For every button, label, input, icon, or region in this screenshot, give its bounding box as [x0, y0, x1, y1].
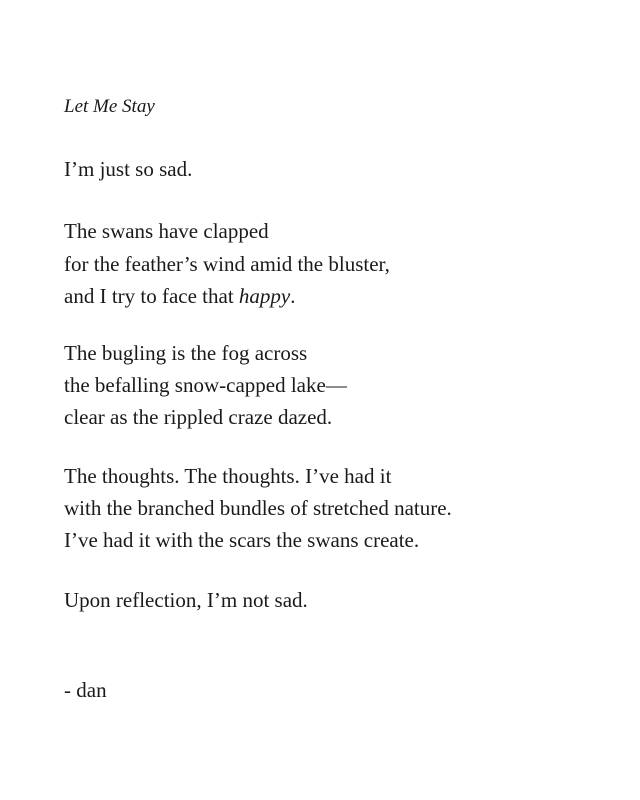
poem-line: Upon reflection, I’m not sad.: [64, 588, 308, 612]
poem-line: The swans have clapped: [64, 219, 269, 243]
poem-line: with the branched bundles of stretched nature.: [64, 496, 452, 520]
poem-title: Let Me Stay: [64, 96, 155, 117]
poem-line-suffix: .: [290, 284, 296, 308]
poem-line: clear as the rippled craze dazed.: [64, 405, 333, 429]
poem-line: I’m just so sad.: [64, 157, 193, 181]
poem-line: the befalling snow-capped lake—: [64, 373, 347, 397]
poem-line: for the feather’s wind amid the bluster,: [64, 252, 390, 276]
poem-line: I’ve had it with the scars the swans create.: [64, 528, 420, 552]
poem-line: The thoughts. The thoughts. I’ve had it: [64, 464, 392, 488]
signature: - dan: [64, 678, 107, 702]
poem-line-prefix: and I try to face that: [64, 284, 239, 308]
poem-line-emphasis: happy: [238, 284, 291, 308]
poem-line: [64, 284, 296, 309]
poem-line: The bugling is the fog across: [64, 341, 308, 365]
